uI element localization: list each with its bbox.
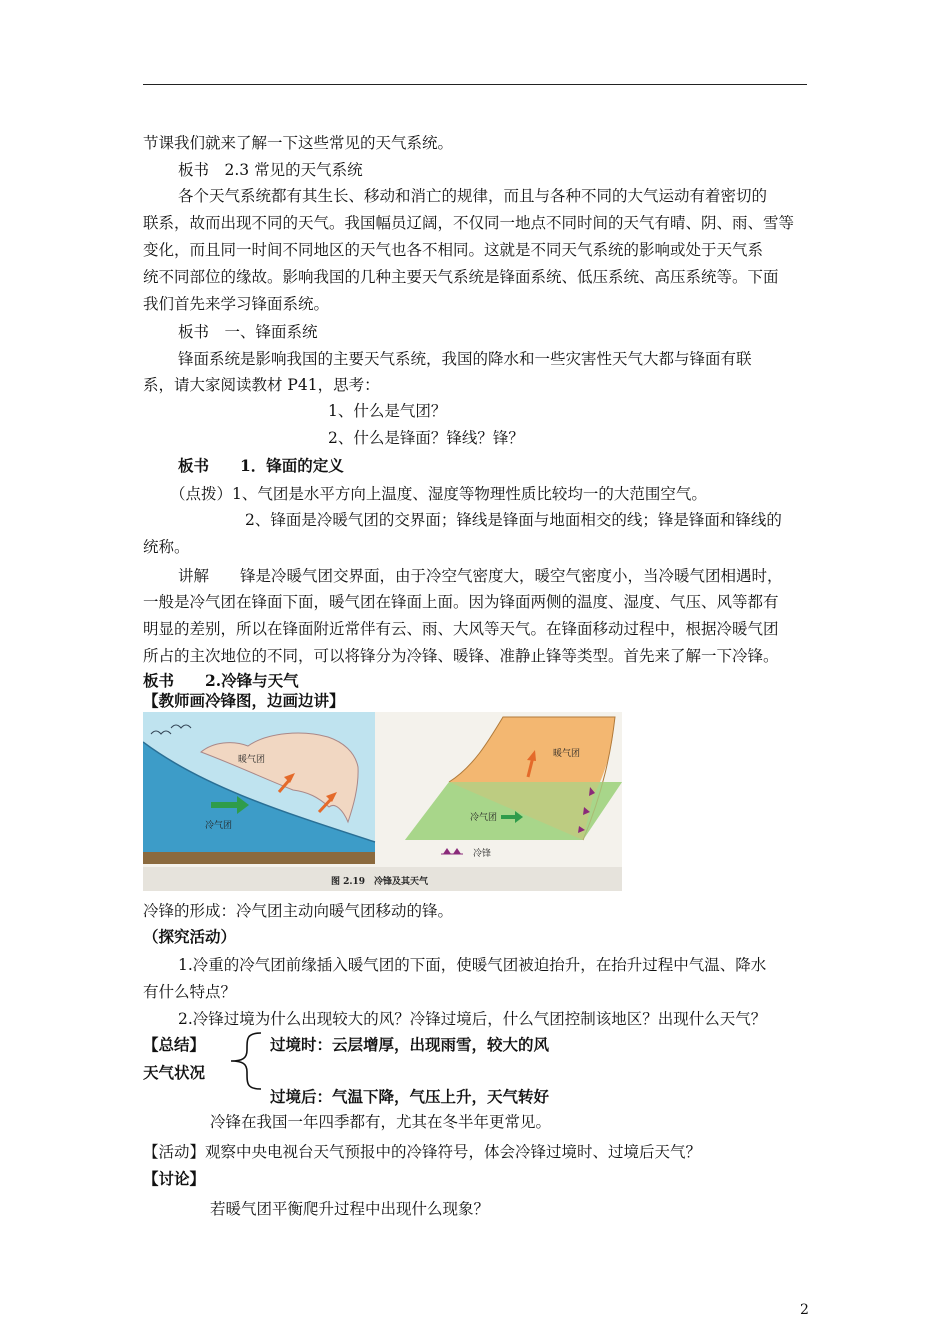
cold-front-figure [143,712,622,891]
paragraph-line: 锋面系统是影响我国的主要天气系统，我国的降水和一些灾害性天气大都与锋面有联 [178,350,752,368]
paragraph-line: 有什么特点？ [143,983,237,1001]
paragraph-line: 所占的主次地位的不同，可以将锋分为冷锋、暖锋、准静止锋等类型。首先来了解一下冷锋。 [143,647,779,665]
paragraph-line: 冷锋的形成：冷气团主动向暖气团移动的锋。 [143,902,454,920]
board-heading: 板书 2.冷锋与天气 [143,671,299,690]
question-item: 1、什么是气团？ [328,402,447,420]
cold-air-label-right: 冷气团 [470,813,498,823]
summary-after: 过境后：气温下降，气压上升，天气转好 [270,1087,550,1106]
activity-heading: （探究活动） [143,927,237,946]
board-heading: 板书 1．锋面的定义 [178,456,344,475]
paragraph-line: 节课我们就来了解一下这些常见的天气系统。 [143,134,454,152]
paragraph-line: 变化，而且同一时间不同地区的天气也各不相同。这就是不同天气系统的影响或处于天气系 [143,241,764,259]
paragraph-line: 讲解 锋是冷暖气团交界面，由于冷空气密度大，暖空气密度小，当冷暖气团相遇时， [178,567,783,585]
cold-front-legend-label: 冷锋 [473,849,492,859]
paragraph-line: （点拨）1、气团是水平方向上温度、湿度等物理性质比较均一的大范围空气。 [170,485,707,503]
summary-during: 过境时：云层增厚，出现雨雪，较大的风 [270,1035,550,1054]
warm-air-label-left: 暖气团 [238,755,266,765]
paragraph-line: 我们首先来学习锋面系统。 [143,295,330,313]
cold-front-cross-section [143,712,375,864]
weather-label: 天气状况 [143,1063,206,1082]
paragraph-line: 若暖气团平衡爬升过程中出现什么现象？ [210,1200,490,1218]
cold-air-label-left: 冷气团 [205,821,233,831]
board-heading: 板书 一、锋面系统 [178,323,318,341]
paragraph-line: 2.冷锋过境为什么出现较大的风？冷锋过境后，什么气团控制该地区？出现什么天气？ [178,1010,767,1028]
warm-air-label-right: 暖气团 [553,749,581,759]
paragraph-line: 1.冷重的冷气团前缘插入暖气团的下面，使暖气团被迫抬升，在抬升过程中气温、降水 [178,956,767,974]
paragraph-line: 明显的差别，所以在锋面附近常伴有云、雨、大风等天气。在锋面移动过程中，根据冷暖气团 [143,620,779,638]
question-item: 2、什么是锋面？锋线？锋？ [328,429,524,447]
paragraph-line: 2、锋面是冷暖气团的交界面；锋线是锋面与地面相交的线；锋是锋面和锋线的 [245,511,782,529]
summary-heading: 【总结】 [143,1035,206,1054]
header-rule [143,84,807,85]
paragraph-line: 各个天气系统都有其生长、移动和消亡的规律，而且与各种不同的大气运动有着密切的 [178,187,768,205]
brace-icon [225,1030,265,1092]
discussion-heading: 【讨论】 [143,1169,206,1188]
paragraph-line: 冷锋在我国一年四季都有，尤其在冬半年更常见。 [210,1113,552,1131]
teacher-note: 【教师画冷锋图，边画边讲】 [143,691,345,710]
paragraph-line: 一般是冷气团在锋面下面，暖气团在锋面上面。因为锋面两侧的温度、湿度、气压、风等都有 [143,593,779,611]
board-heading: 板书 2.3 常见的天气系统 [178,161,363,179]
page-number: 2 [800,1302,809,1318]
paragraph-line: 系，请大家阅读教材 P41，思考： [143,376,380,394]
paragraph-line: 统称。 [143,538,190,556]
activity-line: 【活动】观察中央电视台天气预报中的冷锋符号，体会冷锋过境时、过境后天气？ [143,1143,702,1161]
paragraph-line: 统不同部位的缘故。影响我国的几种主要天气系统是锋面系统、低压系统、高压系统等。下面 [143,268,779,286]
paragraph-line: 联系，故而出现不同的天气。我国幅员辽阔，不仅同一地点不同时间的天气有晴、阴、雨、雪等 [143,214,795,232]
figure-caption: 图 2.19 冷锋及其天气 [331,877,429,887]
